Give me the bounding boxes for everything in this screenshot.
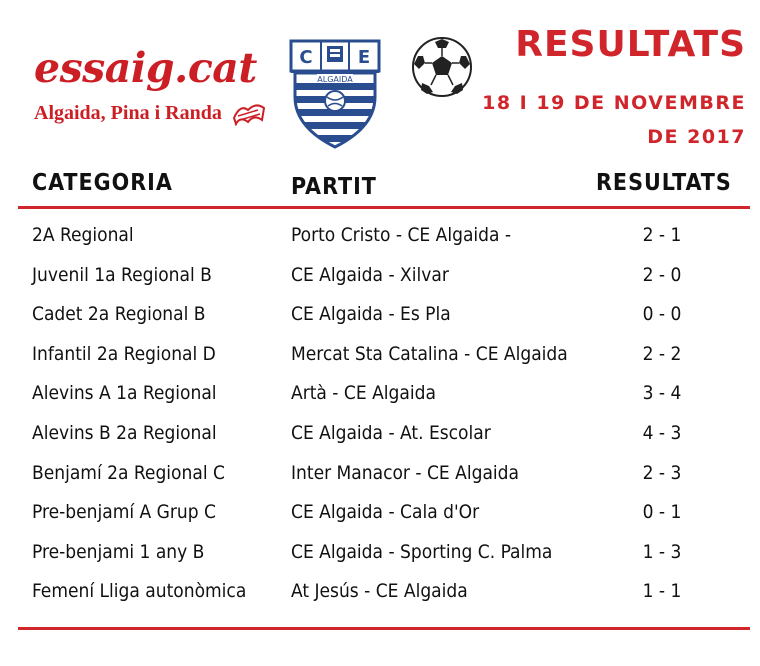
table-row xyxy=(0,218,760,258)
row-category: Pre-benjamí A Grup C xyxy=(32,501,216,524)
results-table xyxy=(0,218,760,614)
footer-divider xyxy=(18,627,750,630)
brand-subtitle: Algaida, Pina i Randa xyxy=(34,102,222,124)
table-row xyxy=(0,337,760,377)
crest-letter-3: E xyxy=(357,47,371,68)
row-match: Artà - CE Algaida xyxy=(291,382,436,405)
table-row xyxy=(0,416,760,456)
row-result: 0 - 0 xyxy=(642,303,682,326)
row-category: Benjamí 2a Regional C xyxy=(32,461,225,484)
row-category: Infantil 2a Regional D xyxy=(32,342,216,365)
table-row xyxy=(0,258,760,298)
row-category: Femení Lliga autonòmica xyxy=(32,580,247,603)
table-row xyxy=(0,376,760,416)
date-line-2: DE 2017 xyxy=(647,126,746,148)
row-match: Mercat Sta Catalina - CE Algaida xyxy=(291,342,568,365)
row-match: CE Algaida - Cala d'Or xyxy=(291,501,480,524)
soccer-ball-icon xyxy=(411,36,473,98)
row-result: 4 - 3 xyxy=(642,421,682,444)
header-category: CATEGORIA xyxy=(32,170,173,196)
row-result: 2 - 1 xyxy=(642,224,682,246)
crest-label: ALGAIDA xyxy=(317,75,353,84)
table-row xyxy=(0,456,760,496)
table-row xyxy=(0,574,760,614)
brand-mark-icon xyxy=(232,100,266,126)
row-result: 2 - 3 xyxy=(642,461,682,484)
row-match: CE Algaida - Es Pla xyxy=(291,303,451,326)
table-row xyxy=(0,535,760,575)
row-category: Juvenil 1a Regional B xyxy=(32,263,212,286)
row-result: 2 - 2 xyxy=(642,342,682,365)
header-match: PARTIT xyxy=(291,174,377,200)
header-result: RESULTATS xyxy=(596,170,732,196)
table-row xyxy=(0,495,760,535)
row-match: CE Algaida - Sporting C. Palma xyxy=(291,540,553,563)
row-match: Inter Manacor - CE Algaida xyxy=(291,461,519,484)
row-category: Cadet 2a Regional B xyxy=(32,303,206,326)
brand-name: essaig.cat xyxy=(34,44,257,92)
row-category: 2A Regional xyxy=(32,224,134,246)
row-result: 1 - 1 xyxy=(642,580,682,603)
row-category: Pre-benjami 1 any B xyxy=(32,540,205,563)
row-result: 3 - 4 xyxy=(642,382,682,405)
date-line-1: 18 I 19 DE NOVEMBRE xyxy=(482,92,746,114)
header-divider xyxy=(18,206,750,209)
page-title: RESULTATS xyxy=(515,24,746,65)
row-result: 0 - 1 xyxy=(642,501,682,524)
row-match: Porto Cristo - CE Algaida - xyxy=(291,224,512,246)
crest-letter-1: C xyxy=(299,47,313,68)
row-match: At Jesús - CE Algaida xyxy=(291,580,468,603)
club-crest-icon xyxy=(287,39,383,151)
row-category: Alevins A 1a Regional xyxy=(32,382,217,405)
row-result: 2 - 0 xyxy=(642,263,682,286)
row-match: CE Algaida - At. Escolar xyxy=(291,421,491,444)
row-category: Alevins B 2a Regional xyxy=(32,421,217,444)
row-match: CE Algaida - Xilvar xyxy=(291,263,449,286)
row-result: 1 - 3 xyxy=(642,540,682,563)
table-row xyxy=(0,297,760,337)
